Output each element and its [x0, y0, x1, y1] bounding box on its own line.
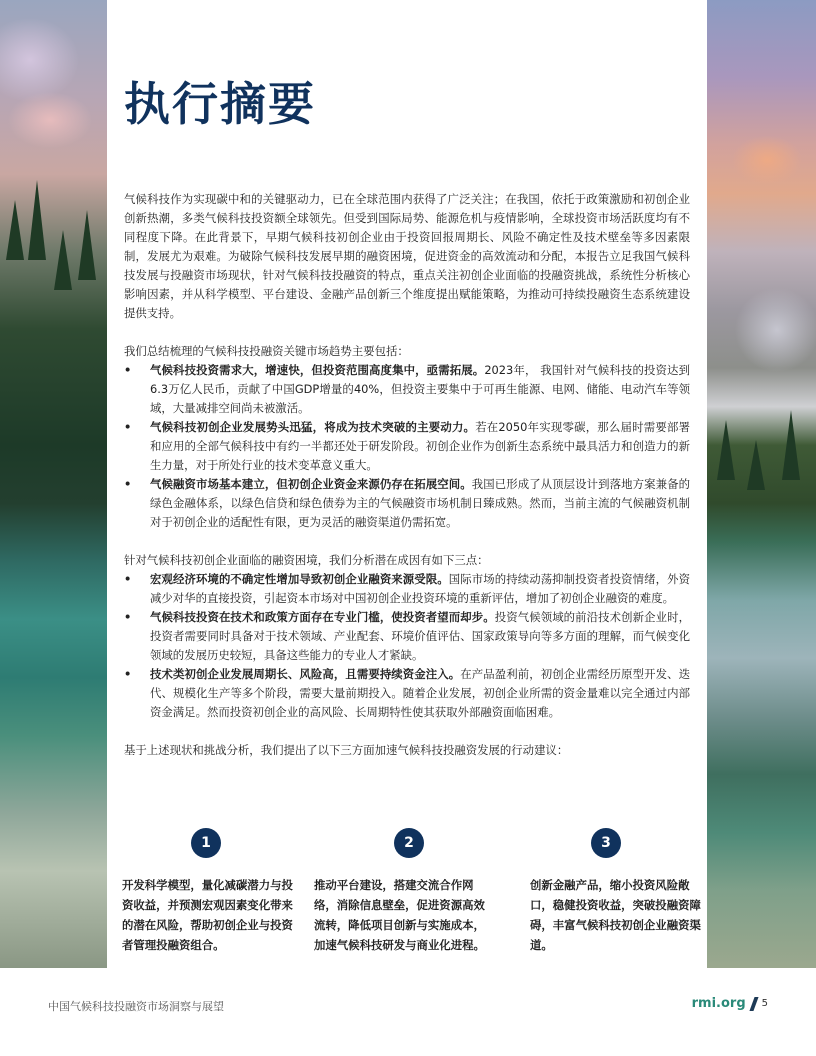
number-badge: 2	[394, 828, 424, 858]
bullet-heading: 气候科技初创企业发展势头迅猛，将成为技术突破的主要动力。	[150, 420, 476, 434]
right-landscape-photo	[707, 0, 816, 968]
bullet-heading: 气候科技投资需求大，增速快，但投资范围高度集中，亟需拓展。	[150, 363, 485, 377]
recommendations-columns	[118, 828, 708, 958]
recommendation-item	[122, 828, 302, 955]
bullet-text: 国际市场的持续动荡抑制投资者投资情绪，外资减少对华的直接投资，引起资本市场对中国初创企业投资环境的重新评估，增加了初创企业融资的难度。	[150, 572, 690, 605]
bullet-heading: 技术类初创企业发展周期长、风险高，且需要持续资金注入。	[150, 667, 461, 681]
bullet-heading: 宏观经济环境的不确定性增加导致初创企业融资来源受限。	[150, 572, 449, 586]
page-title: 执行摘要	[124, 77, 316, 131]
footer-brand	[692, 996, 768, 1011]
slash-divider	[749, 997, 758, 1011]
number-badge: 3	[591, 828, 621, 858]
list-item	[124, 475, 690, 532]
recommendation-text: 创新金融产品，缩小投资风险敞口，稳健投资收益，突破投融资障碍，丰富气候科技初创企业融资渠道。	[530, 878, 701, 952]
recommendation-item	[530, 828, 710, 955]
intro-paragraph: 气候科技作为实现碳中和的关键驱动力，已在全球范围内获得了广泛关注；在我国，依托于政策激励和初创企业创新热潮，多类气候科技投资额全球领先。但受到国际局势、能源危机与疫情影响，全球投资市场活跃度均有不同程度下降。在此背景下，早期气候科技初创企业由于投资回报周期长、风险不确定性及技术壁垒等多因素限制，发展尤为艰难。为破除气候科技发展早期的融资困境，促进资金的高效流动和分配，本报告立足我国气候科技发展与投融资市场现状，针对气候科技投融资的特点，重点关注初创企业面临的投融资挑战，系统性分析核心影响因素，并从科学模型、平台建设、金融产品创新三个维度提出赋能策略，为推动可持续投融资生态系统建设提供支持。	[124, 192, 690, 320]
bullet-text: 2023年， 我国针对气候科技的投资达到6.3万亿人民币，贡献了中国GDP增量的40%，但投资主要集中于可再生能源、电网、储能、电动汽车等领域，大量减排空间尚未被激活。	[150, 363, 690, 415]
causes-list	[124, 570, 690, 722]
number-badge: 1	[191, 828, 221, 858]
causes-intro: 针对气候科技初创企业面临的融资困境，我们分析潜在成因有如下三点：	[124, 553, 489, 567]
bullet-text: 投资气候领域的前沿技术创新企业时，投资者需要同时具备对于技术领域、产业配套、环境价值评估、国家政策导向等多方面的理解，而气候变化领域的发展历史较短，具备这些能力的专业人才紧缺。	[150, 610, 690, 662]
left-landscape-photo	[0, 0, 107, 968]
tree-shape	[782, 410, 800, 480]
bullet-text: 我国已形成了从顶层设计到落地方案兼备的绿色金融体系，以绿色信贷和绿色债券为主的气候融资市场机制日臻成熟。然而，当前主流的气候融资机制对于初创企业的适配性有限，更为灵活的融资渠道仍需拓宽。	[150, 477, 690, 529]
recommendations-intro: 基于上述现状和挑战分析，我们提出了以下三方面加速气候科技投融资发展的行动建议：	[124, 743, 569, 757]
page-number: 5	[761, 998, 768, 1009]
tree-shape	[78, 210, 96, 280]
recommendation-text: 推动平台建设，搭建交流合作网络，消除信息壁垒，促进资源高效流转，降低项目创新与实施成本，加速气候科技研发与商业化进程。	[314, 878, 485, 952]
recommendation-text: 开发科学模型，量化减碳潜力与投资收益，并预测宏观因素变化带来的潜在风险，帮助初创企业与投资者管理投融资组合。	[122, 878, 293, 952]
list-item	[124, 665, 690, 722]
trends-intro: 我们总结梳理的气候科技投融资关键市场趋势主要包括：	[124, 344, 409, 358]
tree-shape	[54, 230, 72, 290]
list-item	[124, 608, 690, 665]
list-item	[124, 570, 690, 608]
bullet-text: 若在2050年实现零碳，那么届时需要部署和应用的全部气候科技中有约一半都还处于研发阶段。初创企业作为创新生态系统中最具活力和创造力的新生力量，对于所处行业的技术变革意义重大。	[150, 420, 690, 472]
tree-shape	[6, 200, 24, 260]
brand-link[interactable]: rmi.org	[691, 996, 746, 1011]
bullet-text: 在产品盈利前，初创企业需经历原型开发、迭代、规模化生产等多个阶段，需要大量前期投入。随着企业发展，初创企业所需的资金量难以完全通过内部资金满足。然而投资初创企业的高风险、长周期特性使其获取外部融资面临困难。	[150, 667, 690, 719]
footer-report-title: 中国气候科技投融资市场洞察与展望	[48, 1000, 224, 1013]
tree-shape	[28, 180, 46, 260]
bullet-heading: 气候科技投资在技术和政策方面存在专业门槛，使投资者望而却步。	[150, 610, 495, 624]
trends-list	[124, 361, 690, 532]
tree-shape	[717, 420, 735, 480]
list-item	[124, 418, 690, 475]
main-content	[124, 190, 690, 760]
bullet-heading: 气候融资市场基本建立，但初创企业资金来源仍存在拓展空间。	[150, 477, 472, 491]
recommendation-item	[314, 828, 494, 955]
tree-shape	[747, 440, 765, 490]
list-item	[124, 361, 690, 418]
